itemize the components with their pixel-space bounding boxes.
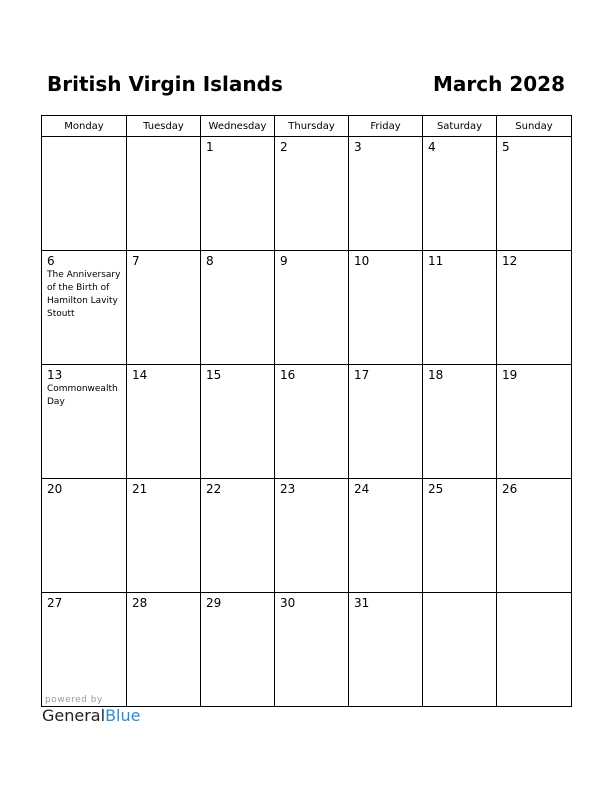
day-number: 19	[502, 368, 518, 382]
day-cell-29	[201, 593, 275, 707]
day-cell-27	[42, 593, 127, 707]
day-cell-21	[127, 479, 201, 593]
day-cell-11	[423, 251, 497, 365]
day-cell-24	[349, 479, 423, 593]
day-cell-7	[127, 251, 201, 365]
day-number: 1	[206, 140, 214, 154]
empty-day-cell	[127, 137, 201, 251]
day-cell-31	[349, 593, 423, 707]
holiday-label: The Anniversary of the Birth of Hamilton Lavity Stoutt	[47, 270, 121, 319]
calendar-body	[42, 137, 572, 707]
day-number: 7	[132, 254, 140, 268]
day-number: 13	[47, 368, 63, 382]
day-number: 16	[280, 368, 296, 382]
day-number: 17	[354, 368, 370, 382]
week-row	[42, 365, 572, 479]
day-cell-23	[275, 479, 349, 593]
day-cell-2	[275, 137, 349, 251]
holiday-label: Commonwealth Day	[47, 384, 118, 407]
day-cell-15	[201, 365, 275, 479]
day-number: 26	[502, 482, 518, 496]
day-cell-10	[349, 251, 423, 365]
day-number: 21	[132, 482, 148, 496]
day-cell-25	[423, 479, 497, 593]
day-number: 2	[280, 140, 288, 154]
day-number: 31	[354, 596, 370, 610]
month-title: March 2028	[433, 72, 565, 96]
day-cell-3	[349, 137, 423, 251]
day-number: 24	[354, 482, 370, 496]
powered-by-label: powered by	[45, 695, 103, 705]
day-cell-18	[423, 365, 497, 479]
day-cell-16	[275, 365, 349, 479]
day-cell-28	[127, 593, 201, 707]
day-cell-20	[42, 479, 127, 593]
day-cell-30	[275, 593, 349, 707]
day-cell-13	[42, 365, 127, 479]
weekday-monday: Monday	[42, 116, 127, 137]
weekday-tuesday: Tuesday	[127, 116, 201, 137]
weekday-wednesday: Wednesday	[201, 116, 275, 137]
day-number: 10	[354, 254, 370, 268]
day-cell-22	[201, 479, 275, 593]
day-number: 28	[132, 596, 148, 610]
day-number: 23	[280, 482, 296, 496]
logo-blue-text: Blue	[105, 706, 141, 725]
footer	[42, 695, 140, 725]
weekday-sunday: Sunday	[497, 116, 572, 137]
day-number: 9	[280, 254, 288, 268]
week-row	[42, 137, 572, 251]
week-row	[42, 593, 572, 707]
day-cell-26	[497, 479, 572, 593]
day-number: 4	[428, 140, 436, 154]
day-number: 22	[206, 482, 222, 496]
day-cell-1	[201, 137, 275, 251]
week-row	[42, 251, 572, 365]
empty-day-cell	[497, 593, 572, 707]
day-number: 25	[428, 482, 444, 496]
weekday-saturday: Saturday	[423, 116, 497, 137]
weekday-friday: Friday	[349, 116, 423, 137]
day-cell-8	[201, 251, 275, 365]
logo-general-text: General	[42, 706, 106, 725]
generalblue-logo[interactable]	[42, 706, 140, 725]
day-cell-5	[497, 137, 572, 251]
day-number: 27	[47, 596, 63, 610]
day-number: 29	[206, 596, 222, 610]
day-number: 14	[132, 368, 148, 382]
day-cell-9	[275, 251, 349, 365]
day-number: 11	[428, 254, 444, 268]
weekday-header-row	[42, 116, 572, 137]
day-cell-12	[497, 251, 572, 365]
day-number: 3	[354, 140, 362, 154]
day-number: 30	[280, 596, 296, 610]
day-number: 6	[47, 254, 55, 268]
day-cell-4	[423, 137, 497, 251]
day-number: 15	[206, 368, 222, 382]
day-number: 20	[47, 482, 63, 496]
country-title: British Virgin Islands	[47, 72, 283, 96]
empty-day-cell	[42, 137, 127, 251]
day-number: 18	[428, 368, 444, 382]
day-number: 5	[502, 140, 510, 154]
calendar-grid	[41, 115, 572, 707]
weekday-thursday: Thursday	[275, 116, 349, 137]
day-cell-14	[127, 365, 201, 479]
day-cell-17	[349, 365, 423, 479]
week-row	[42, 479, 572, 593]
empty-day-cell	[423, 593, 497, 707]
day-number: 12	[502, 254, 518, 268]
day-cell-6	[42, 251, 127, 365]
day-number: 8	[206, 254, 214, 268]
day-cell-19	[497, 365, 572, 479]
